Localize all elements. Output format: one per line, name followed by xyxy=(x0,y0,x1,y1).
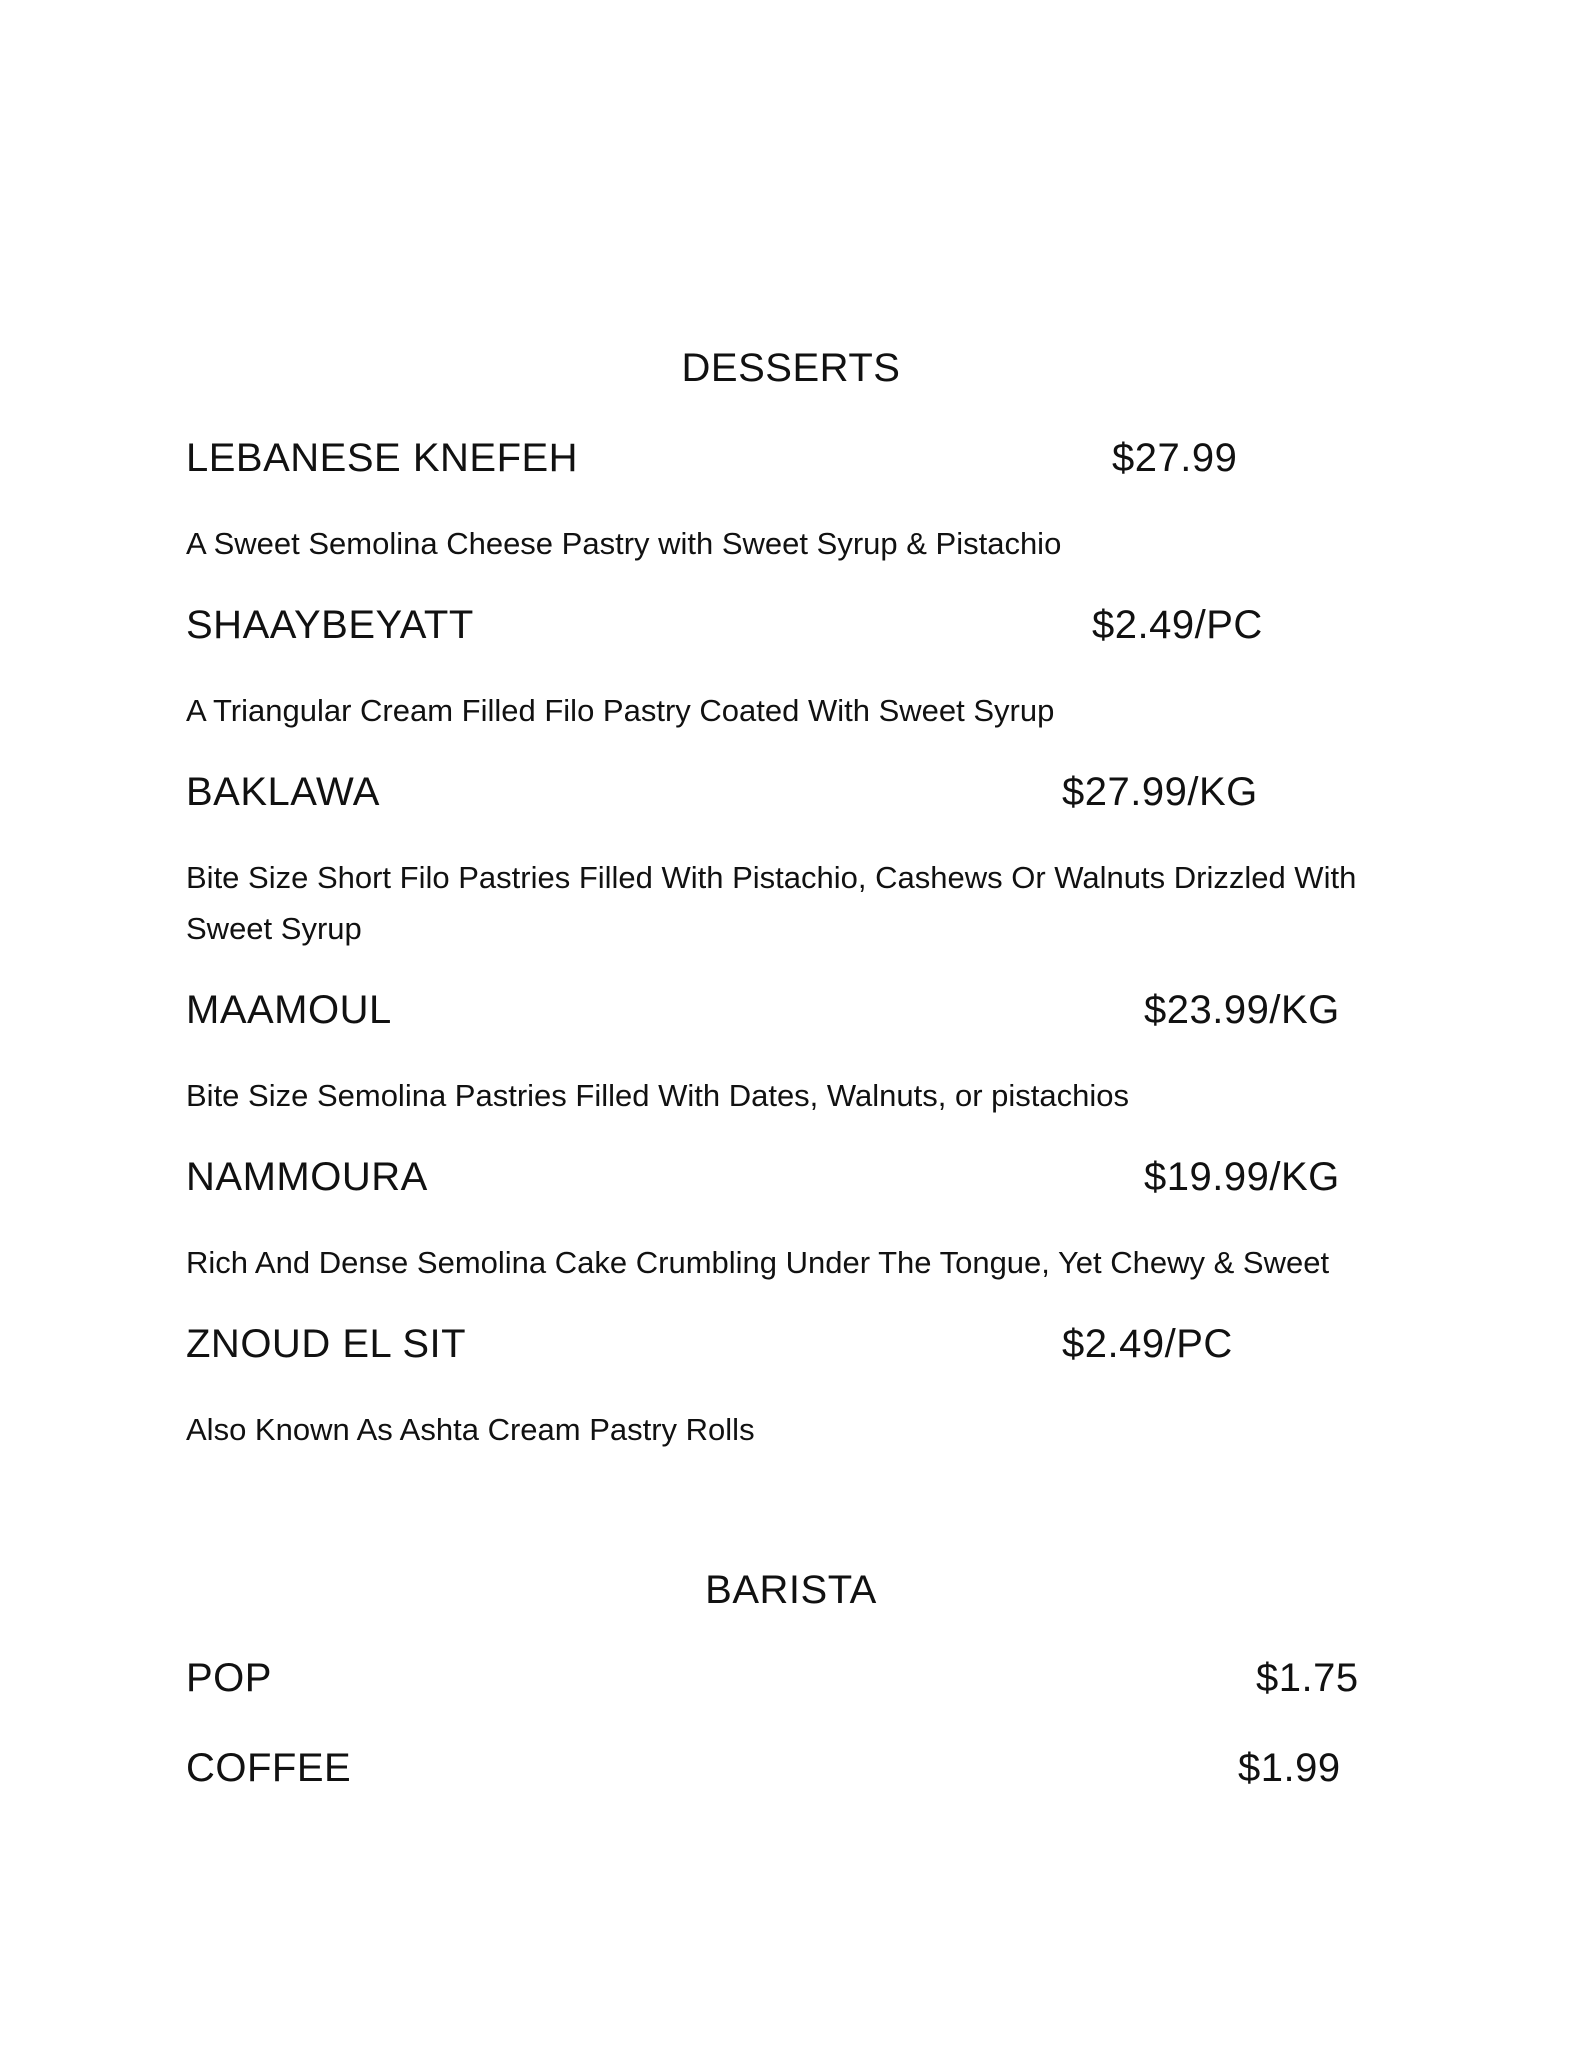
item-name-pop: POP xyxy=(186,1656,272,1700)
item-price-baklawa: $27.99/KG xyxy=(1062,770,1258,814)
item-name-baklawa: BAKLAWA xyxy=(186,770,380,814)
item-description-baklawa: Bite Size Short Filo Pastries Filled With Pistachio, Cashews Or Walnuts Drizzled With Sweet Syrup xyxy=(186,860,1357,946)
item-description-shaaybeyatt: A Triangular Cream Filled Filo Pastry Coated With Sweet Syrup xyxy=(186,693,1055,728)
section-title-desserts: DESSERTS xyxy=(681,346,901,390)
item-price-pop: $1.75 xyxy=(1256,1656,1359,1700)
item-name-lebanese-knefeh: LEBANESE KNEFEH xyxy=(186,436,579,480)
item-price-coffee: $1.99 xyxy=(1238,1746,1341,1790)
item-description-znoud-el-sit: Also Known As Ashta Cream Pastry Rolls xyxy=(186,1412,755,1447)
item-name-nammoura: NAMMOURA xyxy=(186,1155,428,1199)
item-price-maamoul: $23.99/KG xyxy=(1144,988,1340,1032)
item-price-znoud-el-sit: $2.49/PC xyxy=(1062,1322,1233,1366)
item-name-shaaybeyatt: SHAAYBEYATT xyxy=(186,603,474,647)
item-description-nammoura: Rich And Dense Semolina Cake Crumbling Under The Tongue, Yet Chewy & Sweet xyxy=(186,1245,1330,1280)
item-price-nammoura: $19.99/KG xyxy=(1144,1155,1340,1199)
item-description-maamoul: Bite Size Semolina Pastries Filled With Dates, Walnuts, or pistachios xyxy=(186,1078,1129,1113)
item-price-shaaybeyatt: $2.49/PC xyxy=(1092,603,1263,647)
item-description-lebanese-knefeh: A Sweet Semolina Cheese Pastry with Sweet Syrup & Pistachio xyxy=(186,526,1062,561)
section-title-barista: BARISTA xyxy=(705,1568,877,1612)
item-price-lebanese-knefeh: $27.99 xyxy=(1112,436,1238,480)
item-name-znoud-el-sit: ZNOUD EL SIT xyxy=(186,1322,467,1366)
item-name-coffee: COFFEE xyxy=(186,1746,352,1790)
item-name-maamoul: MAAMOUL xyxy=(186,988,392,1032)
